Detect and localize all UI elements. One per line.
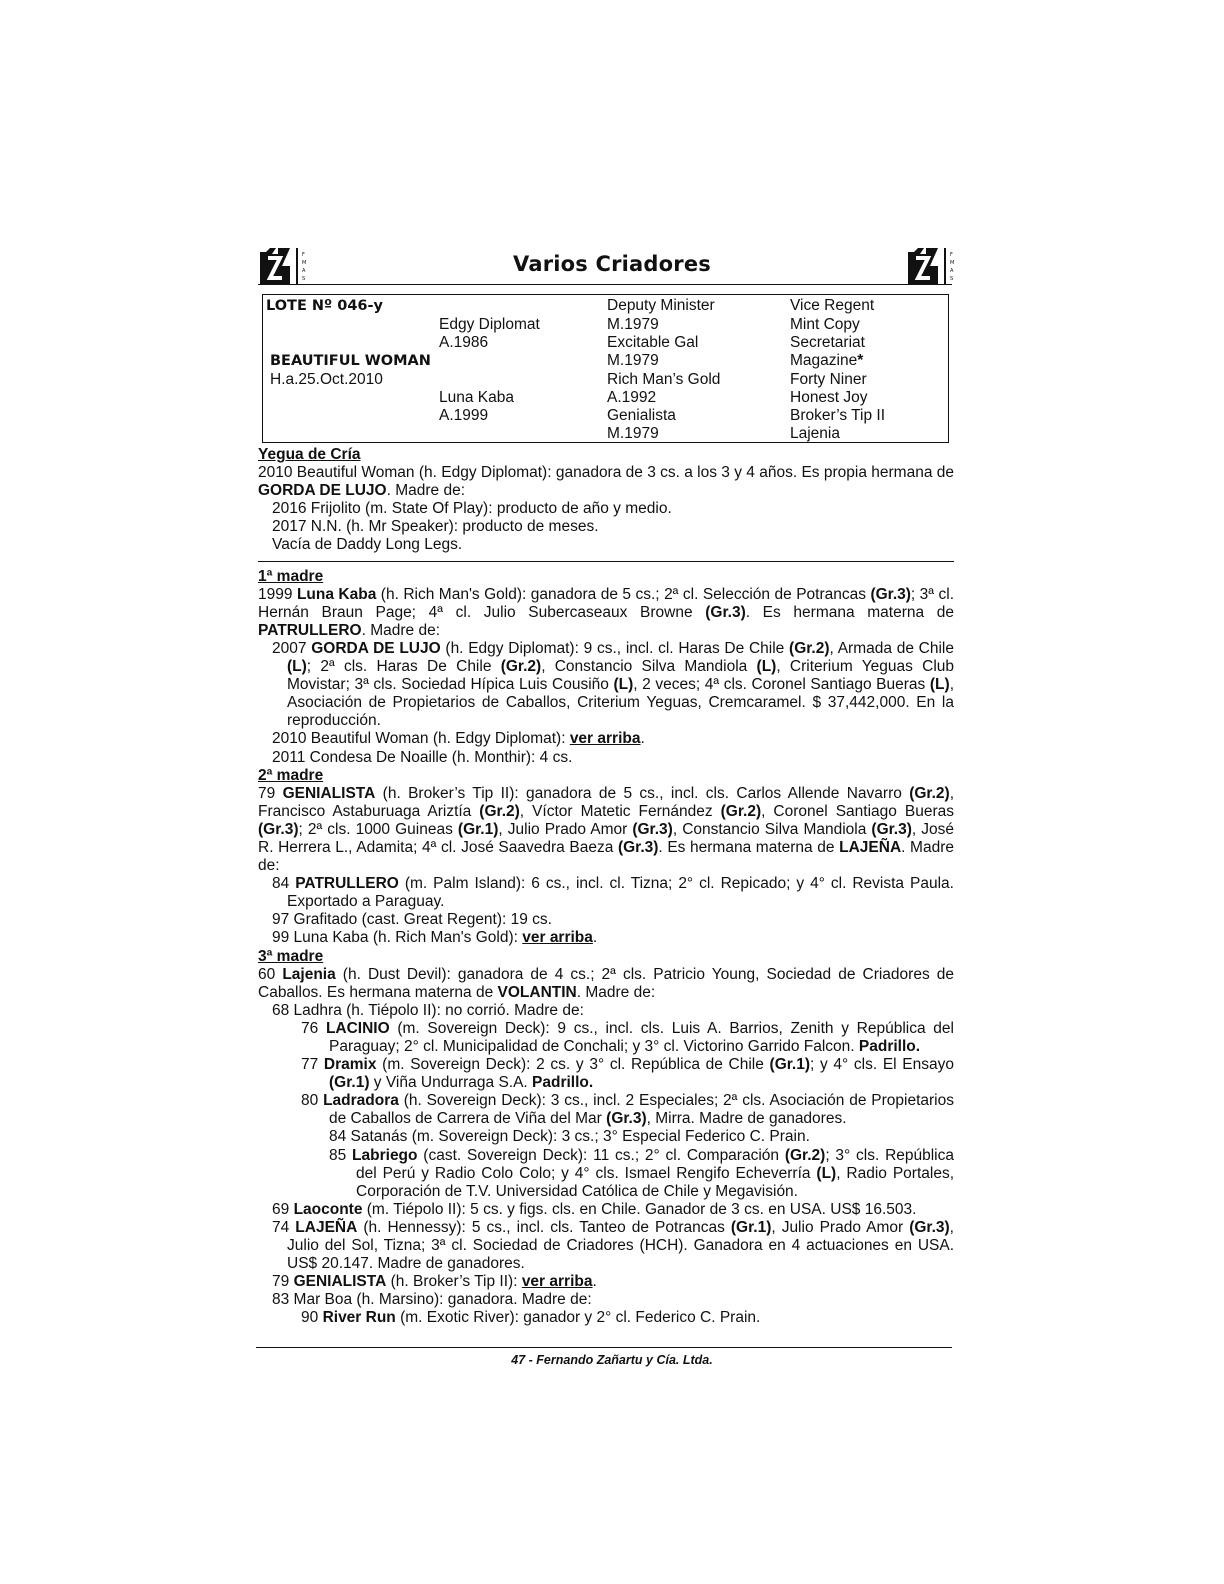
list-item: 2017 N.N. (h. Mr Speaker): producto de meses.: [272, 518, 599, 536]
lot-number: LOTE Nº 046-y: [266, 298, 383, 314]
horse-birth: H.a.25.Oct.2010: [270, 371, 383, 388]
grandparent-year: A.1992: [607, 389, 657, 406]
svg-text:F: F: [950, 252, 953, 258]
great-grandparent: Forty Niner: [790, 371, 867, 388]
list-item: 90 River Run (m. Exotic River): ganador y 2° cl. Federico C. Prain.: [301, 1309, 761, 1327]
ver-arriba-link[interactable]: ver arriba: [522, 929, 593, 947]
list-item: 77 Dramix (m. Sovereign Deck): 2 cs. y 3° cl. República de Chile (Gr.1); y 4° cls. El Ensayo (Gr.1) y Viña Undurraga S.A. Padrillo.: [301, 1056, 954, 1092]
grandparent-year: M.1979: [607, 352, 659, 369]
list-item: 85 Labriego (cast. Sovereign Deck): 11 cs.; 2° cl. Comparación (Gr.2); 3° cls. República del Perú y Radio Colo Colo; y 4° cls. Ismael Rengifo Echeverría (L), Radio Portales, Corporación de T.V. Universidad Católica de Chile y Megavisión.: [329, 1146, 954, 1200]
grandparent-name: Excitable Gal: [607, 334, 699, 351]
section-heading: 2ª madre: [258, 766, 324, 784]
svg-text:M: M: [950, 260, 955, 266]
grandparent-name: Rich Man’s Gold: [607, 371, 721, 388]
horse-name: BEAUTIFUL WOMAN: [270, 353, 431, 369]
great-grandparent: Secretariat: [790, 334, 865, 351]
page-footer: 47 - Fernando Zañartu y Cía. Ltda.: [511, 1353, 713, 1367]
paragraph: 2010 Beautiful Woman (h. Edgy Diplomat): ganadora de 3 cs. a los 3 y 4 años. Es propia hermana de GORDA DE LUJO. Madre de:: [258, 464, 954, 500]
list-item: 69 Laoconte (m. Tiépolo II): 5 cs. y figs. cls. en Chile. Ganador de 3 cs. en USA. US$ 16.503.: [272, 1200, 917, 1218]
section-heading: 3ª madre: [258, 947, 324, 965]
list-item: 68 Ladhra (h. Tiépolo II): no corrió. Madre de:: [272, 1001, 584, 1019]
grandparent-year: M.1979: [607, 316, 659, 333]
great-grandparent: Honest Joy: [790, 389, 868, 406]
great-grandparent: Mint Copy: [790, 316, 860, 333]
list-item: 79 GENIALISTA (h. Broker’s Tip II): ver arriba.: [272, 1273, 597, 1291]
list-item: 2010 Beautiful Woman (h. Edgy Diplomat): ver arriba.: [272, 730, 645, 748]
list-item: 84 Satanás (m. Sovereign Deck): 3 cs.; 3° Especial Federico C. Prain.: [329, 1128, 810, 1146]
grandparent-year: M.1979: [607, 425, 659, 442]
svg-text:S: S: [302, 276, 306, 282]
header-divider: [258, 284, 952, 285]
grandparent-name: Deputy Minister: [607, 297, 715, 314]
sire-name: Edgy Diplomat: [439, 316, 540, 333]
paragraph: 60 Lajenia (h. Dust Devil): ganadora de 4 cs.; 2ª cls. Patricio Young, Sociedad de Criadores de Caballos. Es hermana materna de VOLANTIN. Madre de:: [258, 965, 954, 1001]
list-item: 74 LAJEÑA (h. Hennessy): 5 cs., incl. cls. Tanteo de Potrancas (Gr.1), Julio Prado Amor (Gr.3), Julio del Sol, Tizna; 3ª cl. Sociedad de Criadores (HCH). Ganadora en 4 actuaciones en USA. US$ 20.147. Madre de ganadores.: [272, 1218, 954, 1273]
list-item: 2007 GORDA DE LUJO (h. Edgy Diplomat): 9 cs., incl. cl. Haras De Chile (Gr.2), Armada de Chile (L); 2ª cls. Haras De Chile (Gr.2), Constancio Silva Mandiola (L), Criterium Yeguas Club Movistar; 3ª cls. Sociedad Hípica Luis Cousiño (L), 2 veces; 4ª cls. Coronel Santiago Bueras (L), Asociación de Propietarios de Caballos, Criterium Yeguas, Cremcaramel. $ 37,442,000. En la reproducción.: [272, 639, 955, 730]
list-item: 99 Luna Kaba (h. Rich Man's Gold): ver arriba.: [272, 929, 598, 947]
footer-divider: [256, 1347, 952, 1348]
list-item: 2016 Frijolito (m. State Of Play): producto de año y medio.: [272, 500, 672, 518]
sire-year: A.1986: [439, 334, 489, 351]
great-grandparent: Broker’s Tip II: [790, 407, 886, 424]
list-item: 97 Grafitado (cast. Great Regent): 19 cs.: [272, 911, 552, 929]
section-heading: Yegua de Cría: [258, 446, 361, 463]
asterisk-mark: *: [857, 352, 864, 369]
great-grandparent: Magazine*: [790, 352, 864, 369]
ver-arriba-link[interactable]: ver arriba: [569, 730, 641, 748]
grandparent-name: Genialista: [607, 407, 676, 424]
svg-text:A: A: [950, 268, 954, 274]
paragraph: 79 GENIALISTA (h. Broker’s Tip II): ganadora de 5 cs., incl. cls. Carlos Allende Navarro (Gr.2), Francisco Astaburuaga Ariztía (Gr.2), Víctor Matetic Fernández (Gr.2), Coronel Santiago Bueras (Gr.3); 2ª cls. 1000 Guineas (Gr.1), Julio Prado Amor (Gr.3), Constancio Silva Mandiola (Gr.3), José R. Herrera L., Adamita; 4ª cl. José Saavedra Baeza (Gr.3). Es hermana materna de LAJEÑA. Madre de:: [258, 784, 955, 875]
list-item: Vacía de Daddy Long Legs.: [272, 536, 463, 554]
svg-text:F: F: [302, 252, 305, 258]
dam-year: A.1999: [439, 407, 489, 424]
list-item: 83 Mar Boa (h. Marsino): ganadora. Madre de:: [272, 1291, 592, 1309]
dam-name: Luna Kaba: [439, 389, 514, 406]
svg-text:A: A: [302, 268, 306, 274]
list-item: 84 PATRULLERO (m. Palm Island): 6 cs., incl. cl. Tizna; 2° cl. Repicado; y 4° cl. Revista Paula. Exportado a Paraguay.: [272, 875, 954, 911]
section-heading: 1ª madre: [258, 567, 324, 585]
page-title: Varios Criadores: [513, 252, 711, 276]
great-grandparent: Lajenia: [790, 425, 840, 442]
great-grandparent: Vice Regent: [790, 297, 875, 314]
catalog-body: [258, 446, 954, 1328]
list-item: 80 Ladradora (h. Sovereign Deck): 3 cs., incl. 2 Especiales; 2ª cls. Asociación de Propietarios de Caballos de Carrera de Viña del Mar (Gr.3), Mirra. Madre de ganadores.: [301, 1092, 954, 1128]
svg-text:S: S: [950, 276, 954, 282]
svg-text:M: M: [302, 260, 307, 266]
pedigree-table: [262, 294, 949, 443]
list-item: 76 LACINIO (m. Sovereign Deck): 9 cs., incl. cls. Luis A. Barrios, Zenith y República del Paraguay; 2° cl. Municipalidad de Conchali; y 3° cl. Victorino Garrido Falcon. Padrillo.: [301, 1019, 954, 1055]
paragraph: 1999 Luna Kaba (h. Rich Man's Gold): ganadora de 5 cs.; 2ª cl. Selección de Potrancas (Gr.3); 3ª cl. Hernán Braun Page; 4ª cl. Julio Subercaseaux Browne (Gr.3). Es hermana materna de PATRULLERO. Madre de:: [258, 585, 954, 639]
list-item: 2011 Condesa De Noaille (h. Monthir): 4 cs.: [272, 748, 573, 766]
ver-arriba-link[interactable]: ver arriba: [521, 1273, 593, 1291]
section-divider: [258, 561, 954, 562]
